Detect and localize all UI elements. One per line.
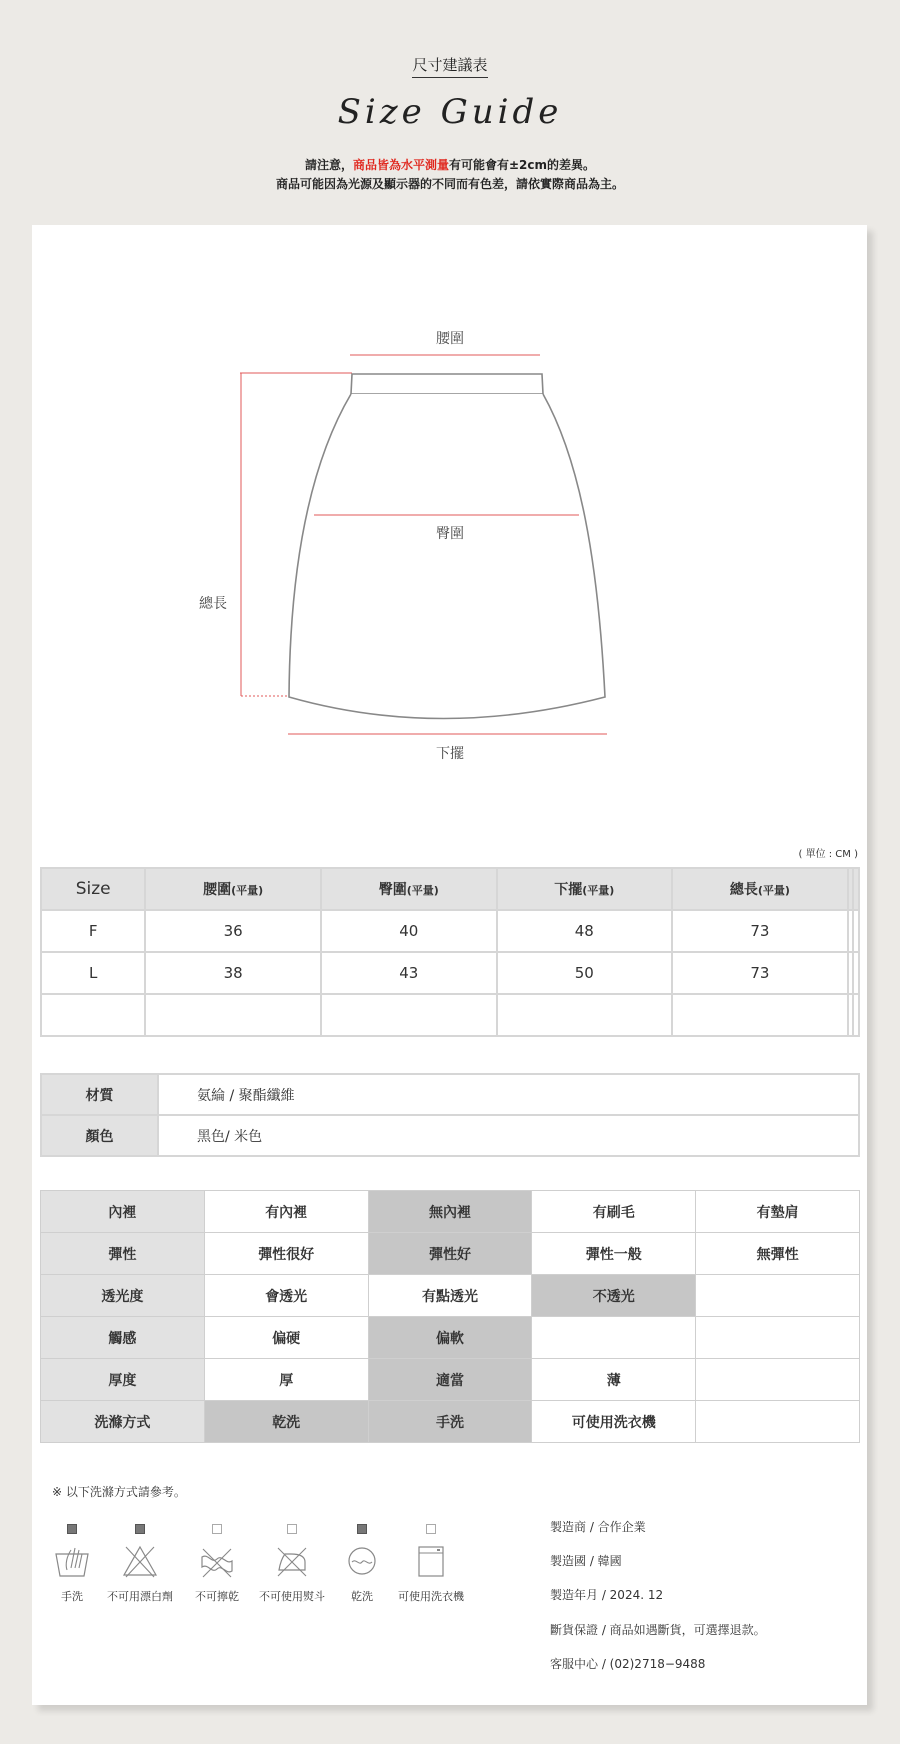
table-row bbox=[41, 994, 859, 1036]
table-cell: 73 bbox=[672, 952, 848, 994]
hem-header bbox=[497, 868, 673, 910]
attr-row-washing bbox=[41, 1401, 860, 1443]
attr-option: 無彈性 bbox=[696, 1233, 860, 1275]
attr-option bbox=[696, 1275, 860, 1317]
attr-option: 彈性很好 bbox=[204, 1233, 368, 1275]
attr-option: 有刷毛 bbox=[532, 1191, 696, 1233]
table-cell: 36 bbox=[145, 910, 321, 952]
attr-row-lining bbox=[41, 1191, 860, 1233]
attr-option: 有內裡 bbox=[204, 1191, 368, 1233]
hem-header-suffix: (平量) bbox=[582, 884, 615, 897]
checked-box bbox=[135, 1524, 145, 1534]
skirt-waistband bbox=[351, 374, 543, 394]
table-cell: 73 bbox=[672, 910, 848, 952]
dry-clean-icon bbox=[343, 1544, 381, 1578]
wash-item-hand-wash bbox=[37, 1520, 107, 1604]
attr-option bbox=[532, 1317, 696, 1359]
table-row bbox=[41, 952, 859, 994]
wash-label: 乾洗 bbox=[351, 1590, 373, 1603]
material-table bbox=[40, 1073, 860, 1157]
attr-option-selected: 適當 bbox=[368, 1359, 532, 1401]
table-row bbox=[41, 910, 859, 952]
table-cell: F bbox=[41, 910, 145, 952]
table-cell bbox=[672, 994, 848, 1036]
wash-label: 不可用漂白劑 bbox=[107, 1590, 173, 1603]
wash-label: 不可使用熨斗 bbox=[259, 1590, 325, 1603]
table-cell bbox=[41, 994, 145, 1036]
notice-line-1-highlight: 商品皆為水平測量 bbox=[352, 158, 449, 172]
attr-option bbox=[696, 1359, 860, 1401]
hem-header-label: 下擺 bbox=[554, 882, 583, 898]
attr-option: 彈性一般 bbox=[532, 1233, 696, 1275]
wash-item-no-iron bbox=[257, 1520, 327, 1604]
info-date: 製造年月 / 2024. 12 bbox=[550, 1588, 664, 1602]
attr-option: 可使用洗衣機 bbox=[532, 1401, 696, 1443]
attr-option-selected: 不透光 bbox=[532, 1275, 696, 1317]
waist-header-suffix: (平量) bbox=[231, 884, 264, 897]
attr-option: 會透光 bbox=[204, 1275, 368, 1317]
length-label: 總長 bbox=[199, 596, 227, 612]
unchecked-box bbox=[426, 1524, 436, 1534]
attr-option bbox=[696, 1317, 860, 1359]
attr-key: 透光度 bbox=[41, 1275, 205, 1317]
wash-label: 可使用洗衣機 bbox=[398, 1590, 464, 1603]
attr-key: 彈性 bbox=[41, 1233, 205, 1275]
table-cell: 38 bbox=[145, 952, 321, 994]
attr-option: 有點透光 bbox=[368, 1275, 532, 1317]
table-cell bbox=[497, 994, 673, 1036]
unchecked-box bbox=[287, 1524, 297, 1534]
no-wring-icon bbox=[198, 1544, 236, 1578]
attr-row-texture bbox=[41, 1317, 860, 1359]
attr-option-selected: 偏軟 bbox=[368, 1317, 532, 1359]
hem-label: 下擺 bbox=[436, 746, 464, 762]
length-header-suffix: (平量) bbox=[757, 884, 790, 897]
notice-line-1-c: 有可能會有±2cm的差異。 bbox=[449, 158, 596, 172]
attr-row-elasticity bbox=[41, 1233, 860, 1275]
checked-box bbox=[357, 1524, 367, 1534]
info-manufacturer: 製造商 / 合作企業 bbox=[550, 1520, 646, 1534]
attr-key: 厚度 bbox=[41, 1359, 205, 1401]
attr-option: 薄 bbox=[532, 1359, 696, 1401]
info-stock-guarantee: 斷貨保證 / 商品如遇斷貨，可選擇退款。 bbox=[550, 1623, 766, 1637]
attr-key: 觸感 bbox=[41, 1317, 205, 1359]
waist-header bbox=[145, 868, 321, 910]
size-table bbox=[40, 867, 860, 1037]
attr-option: 厚 bbox=[204, 1359, 368, 1401]
color-key: 顏色 bbox=[41, 1115, 158, 1156]
color-value: 黑色/ 米色 bbox=[158, 1115, 859, 1156]
attr-option-selected: 無內裡 bbox=[368, 1191, 532, 1233]
table-cell: L bbox=[41, 952, 145, 994]
unit-label: ( 單位 : CM ) bbox=[798, 849, 858, 860]
wash-item-washing-machine bbox=[396, 1520, 466, 1604]
notice-line-2: 商品可能因為光源及顯示器的不同而有色差，請依實際商品為主。 bbox=[275, 177, 624, 191]
wash-label: 不可擰乾 bbox=[195, 1590, 239, 1603]
table-cell bbox=[321, 994, 497, 1036]
wash-note: ※ 以下洗滌方式請參考。 bbox=[52, 1485, 186, 1499]
page-title: Size Guide bbox=[337, 92, 563, 132]
attribute-table bbox=[40, 1190, 860, 1443]
attr-option: 有墊肩 bbox=[696, 1191, 860, 1233]
hip-header bbox=[321, 868, 497, 910]
notice-line-1-a: 請注意， bbox=[304, 158, 353, 172]
attr-option-selected: 手洗 bbox=[368, 1401, 532, 1443]
attr-key: 內裡 bbox=[41, 1191, 205, 1233]
table-cell: 40 bbox=[321, 910, 497, 952]
attr-key: 洗滌方式 bbox=[41, 1401, 205, 1443]
color-row bbox=[41, 1115, 859, 1156]
attr-row-thickness bbox=[41, 1359, 860, 1401]
wash-item-no-bleach bbox=[105, 1520, 175, 1604]
table-cell: 48 bbox=[497, 910, 673, 952]
unchecked-box bbox=[212, 1524, 222, 1534]
wash-item-no-wring bbox=[182, 1520, 252, 1604]
length-header bbox=[672, 868, 848, 910]
info-customer-service: 客服中心 / (02)2718−9488 bbox=[550, 1657, 706, 1671]
table-cell bbox=[853, 910, 859, 952]
header-kicker-text: 尺寸建議表 bbox=[412, 56, 487, 78]
material-row bbox=[41, 1074, 859, 1115]
table-cell bbox=[853, 994, 859, 1036]
material-key: 材質 bbox=[41, 1074, 158, 1115]
attr-row-transparency bbox=[41, 1275, 860, 1317]
length-header-label: 總長 bbox=[729, 882, 758, 898]
size-table-header-row bbox=[41, 868, 859, 910]
info-country: 製造國 / 韓國 bbox=[550, 1554, 622, 1568]
attr-option-selected: 乾洗 bbox=[204, 1401, 368, 1443]
attr-option: 偏硬 bbox=[204, 1317, 368, 1359]
attr-option bbox=[696, 1401, 860, 1443]
no-bleach-icon bbox=[121, 1544, 159, 1578]
table-cell: 43 bbox=[321, 952, 497, 994]
waist-label: 腰圍 bbox=[436, 331, 464, 347]
skirt-body bbox=[289, 394, 605, 719]
material-value: 氨綸 / 聚酯纖維 bbox=[158, 1074, 859, 1115]
hip-header-suffix: (平量) bbox=[406, 884, 439, 897]
hip-header-label: 臀圍 bbox=[378, 882, 407, 898]
checked-box bbox=[67, 1524, 77, 1534]
wash-item-dry-clean bbox=[327, 1520, 397, 1604]
table-cell bbox=[853, 952, 859, 994]
wash-label: 手洗 bbox=[61, 1590, 83, 1603]
table-cell bbox=[145, 994, 321, 1036]
hip-label: 臀圍 bbox=[436, 526, 464, 542]
attr-option-selected: 彈性好 bbox=[368, 1233, 532, 1275]
no-iron-icon bbox=[273, 1544, 311, 1578]
skirt-diagram bbox=[0, 0, 900, 800]
waist-header-label: 腰圍 bbox=[203, 882, 232, 898]
washing-machine-icon bbox=[412, 1544, 450, 1578]
size-header: Size bbox=[41, 868, 145, 910]
hand-wash-icon bbox=[53, 1544, 91, 1578]
empty-header-2 bbox=[853, 868, 859, 910]
table-cell: 50 bbox=[497, 952, 673, 994]
